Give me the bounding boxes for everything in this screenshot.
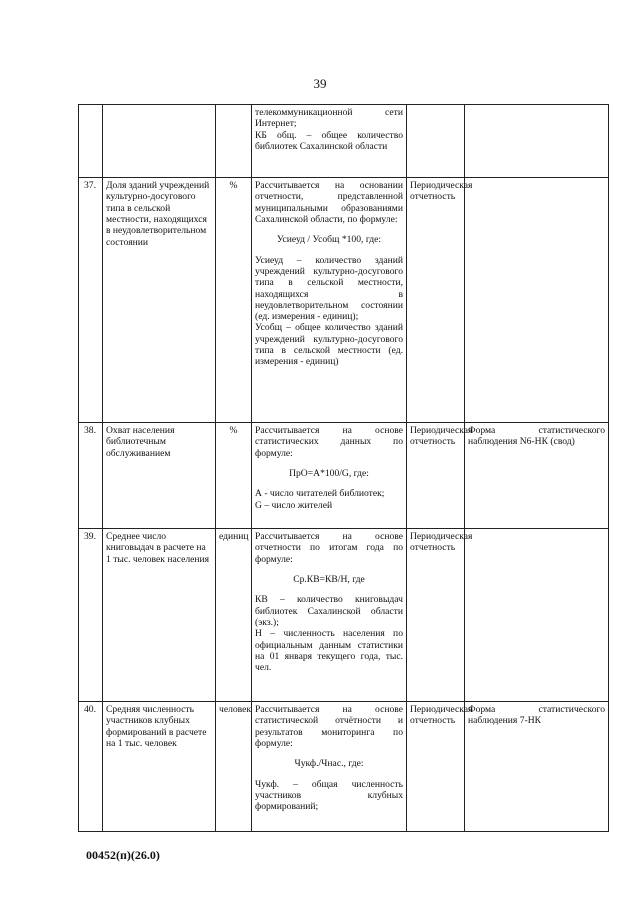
unit: % [216,423,252,529]
periodicity: Периодическая отчетность [407,178,465,423]
definition: Усобщ – общее количество зданий учреждений культурно-досугового типа в сельской местности (ед. измерения - единиц) [255,322,403,368]
unit: % [216,178,252,423]
periodicity: Периодическая отчетность [407,529,465,702]
method-intro: Рассчитывается на основе статистической отчётности и результатов мониторинга по формуле: [255,704,403,749]
method-cell [252,178,407,423]
method-cell [252,423,407,529]
method-text: телекоммуникационной сети Интернет; [255,107,403,130]
table-row [79,423,609,529]
method-cell [252,529,407,702]
method-cell [252,105,407,178]
unit: единиц [216,529,252,702]
indicator-name: Среднее число книговыдач в расчете на 1 тыс. человек населения [103,529,216,702]
row-number: 39. [79,529,103,702]
table-row [79,178,609,423]
formula: ПрО=А*100/G, где: [289,467,369,479]
definition: КВ – количество книговыдач библиотек Сахалинской области (экз.); [255,594,403,628]
table-row [79,702,609,832]
indicator-name: Доля зданий учреждений культурно-досугового типа в сельской местности, находящихся в неудовлетворительном состоянии [103,178,216,423]
periodicity: Периодическая отчетность [407,702,465,832]
periodicity: Периодическая отчетность [407,423,465,529]
definition: А - число читателей библиотек; [255,488,385,500]
row-number: 40. [79,702,103,832]
unit: человек [216,702,252,832]
table-row [79,529,609,702]
definition: Чукф. – общая численность участников клубных формирований; [255,778,403,813]
source: Форма статистического наблюдения 7-НК [465,702,609,832]
method-text: КБ общ. – общее количество библиотек Сахалинской области [255,129,403,152]
page-number: 39 [313,76,327,91]
method-intro: Рассчитывается на основе отчетности по итогам года по формуле: [255,531,403,565]
row-number: 38. [79,423,103,529]
method-cell [252,702,407,832]
row-number: 37. [79,178,103,423]
formula: Ср.КВ=КВ/Н, где [293,573,365,585]
method-intro: Рассчитывается на основе статистических данных по формуле: [255,425,403,459]
indicator-name: Средняя численность участников клубных формирований в расчете на 1 тыс. человек [103,702,216,832]
source: Форма статистического наблюдения N6-НК (свод) [465,423,609,529]
definition: G – число жителей [255,499,333,511]
indicators-table [78,104,609,832]
formula: Усиеуд / Усобщ *100, где: [276,234,382,246]
table-row-continuation [79,105,609,178]
source [465,529,609,702]
definition: Н – численность населения по официальным данным статистики на 01 января текущего года, тыс. чел. [255,628,403,674]
method-intro: Рассчитывается на основании отчетности, представленной муниципальными образованиями Сахалинской области, по формуле: [255,180,403,225]
source [465,178,609,423]
definition: Усиеуд – количество зданий учреждений культурно-досугового типа в сельской местности, находящихся в неудовлетворительном состоянии (ед. измерения - единиц); [255,254,403,323]
indicator-name: Охват населения библиотечным обслуживанием [103,423,216,529]
document-code: 00452(п)(26.0) [86,848,160,862]
formula: Чукф./Чнас., где: [294,758,364,770]
